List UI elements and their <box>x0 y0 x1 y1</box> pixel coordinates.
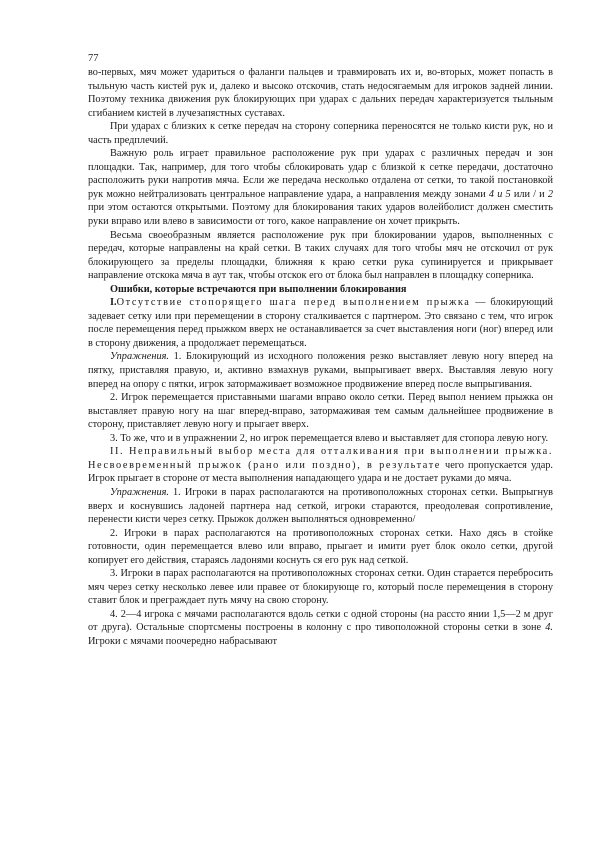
page-number: 77 <box>88 53 99 64</box>
exercise <box>88 486 553 527</box>
exercise: 2. Игроки в парах располагаются на противоположных сторонах сетки. Нахо дясь в стойке готовности, один перемещается влево или вправо, прыгает и имити рует блок около сетки, другой копирует его действия, стараясь ладонями коснуть ся его рук над сеткой. <box>88 527 553 566</box>
exercise-text: 1. Игроки в парах располагаются на противоположных сторонах сетки. Выпрыгнув вверх и коснувшись ладоней партнера над сеткой, игроки стараются, преодолевая сопротивление, перенести кисти через сетку. Прыжок должен выполняться одновременно/ <box>88 486 553 526</box>
exercise-text: 1. Блокирующий из исходного положения резко выставляет левую ногу вперед на пятку, приставляя правую, и, активно взмахнув руками, выпрыгивает вверх. Выставляя левую ногу вперед на опору с пятки, игрок затормаживает возможное продвижение вперед после выпрыгивания. <box>88 351 553 390</box>
exercise <box>88 608 553 649</box>
paragraph: Весьма своеобразным является расположение рук при блокировании ударов, выполненных с передач, которые направлены на край сетки. В таких случаях для того чтобы мяч не отскочил от рук блокирующего за пределы площадки, ближняя к краю сетки рука супинируется и прикрывает направление отскока мяча в аут так, чтобы отскок его от блока был направлен в площадку соперника. <box>88 229 553 282</box>
error-description: — блокирующий задевает сетку или при перемещении в сторону сталкивается с партнером. Это связано с тем, что игрок после перемещения перед прыжком вверх не останавливается за счет выставления ноги (ног) вперед или в сторону движения, а продолжает перемещаться. <box>88 297 554 349</box>
text-run: при этом остаются открытыми. Поэтому для блокирования таких ударов волейболист должен сместить руки вправо или влево в зависимости от того, какое направление он хочет прикрыть. <box>88 202 553 228</box>
exercise-label: Упражнения. <box>110 351 169 363</box>
error-title: Отсутствие стопорящего шага перед выполнением прыжка <box>116 297 471 309</box>
error-description: чего пропускается удар. Игрок прыгает в стороне от места выполнения нападающего удара и не достает руками до мяча. <box>88 459 553 485</box>
zone-reference: 4. <box>545 622 553 634</box>
page-body <box>88 66 553 649</box>
exercise: 3. То же, что и в упражнении 2, но игрок перемещается влево и выставляет для стопора левую ногу. <box>110 432 549 444</box>
zone-reference: 2 <box>547 188 554 200</box>
section-heading: Ошибки, которые встречаются при выполнении блокирования <box>110 283 407 295</box>
paragraph: При ударах с близких к сетке передач на сторону соперника переносятся не только кисти рук, но и часть предплечий. <box>88 121 553 146</box>
text-run: или / и <box>510 188 548 200</box>
error-item <box>88 445 553 486</box>
error-title: II. Неправильный выбор места для отталкивания при выполнении прыжка. Несвоевременный прыжок (рано или поздно), в результате <box>88 446 553 471</box>
paragraph: во-первых, мяч может удариться о фаланги пальцев и травмировать их и, во-вторых, может попасть в тыльную часть кистей рук и, далеко и высоко отскочив, стать недосягаемым для игроков задней линии. Поэтому техника движения рук блокирующих при ударах с дальних передач характеризуется тыльным сгибанием кистей в лучезапястных суставах. <box>88 67 553 119</box>
text-run: Игроки с мячами поочередно набрасывают <box>88 635 278 647</box>
error-item <box>88 296 553 350</box>
exercise-label: Упражнения. <box>110 486 169 498</box>
exercise: 2. Игрок перемещается приставными шагами вправо около сетки. Перед выпол нением прыжка он выставляет правую ногу на шаг вперед-вправо, затормаживая тем самым дальнейшее продвижение в сторону, приставляет левую ногу и прыгает вверх. <box>88 392 553 431</box>
zone-reference: 4 и 5 <box>488 188 511 200</box>
text-run: 4. 2—4 игрока с мячами располагаются вдоль сетки с одной стороны (на рассто янии 1,5—2 м друг от друга). Остальные спортсмены построены в колонну с про тивоположной стороны сетки в зоне <box>88 608 553 634</box>
text-run: Важную роль играет правильное расположение рук при ударах с различных передач и зон площадки. Так, например, для того чтобы сблокировать удар с близкой к сетке передачи, достаточно расположить руки напротив мяча. Если же передача несколько отдалена от сетки, то такой постановкой рук можно нейтрализовать центральное направление удара, а направления между зонами <box>88 148 553 200</box>
error-number: I. <box>110 297 117 309</box>
paragraph <box>88 147 553 228</box>
exercise <box>88 350 553 391</box>
exercise: 3. Игроки в парах располагаются на противоположных сторонах сетки. Один старается перебросить мяч через сетку несколько левее или правее от блокирующе го, который после перемещения в сторону ставит блок и преграждает путь мячу на свою сторону. <box>88 568 553 607</box>
